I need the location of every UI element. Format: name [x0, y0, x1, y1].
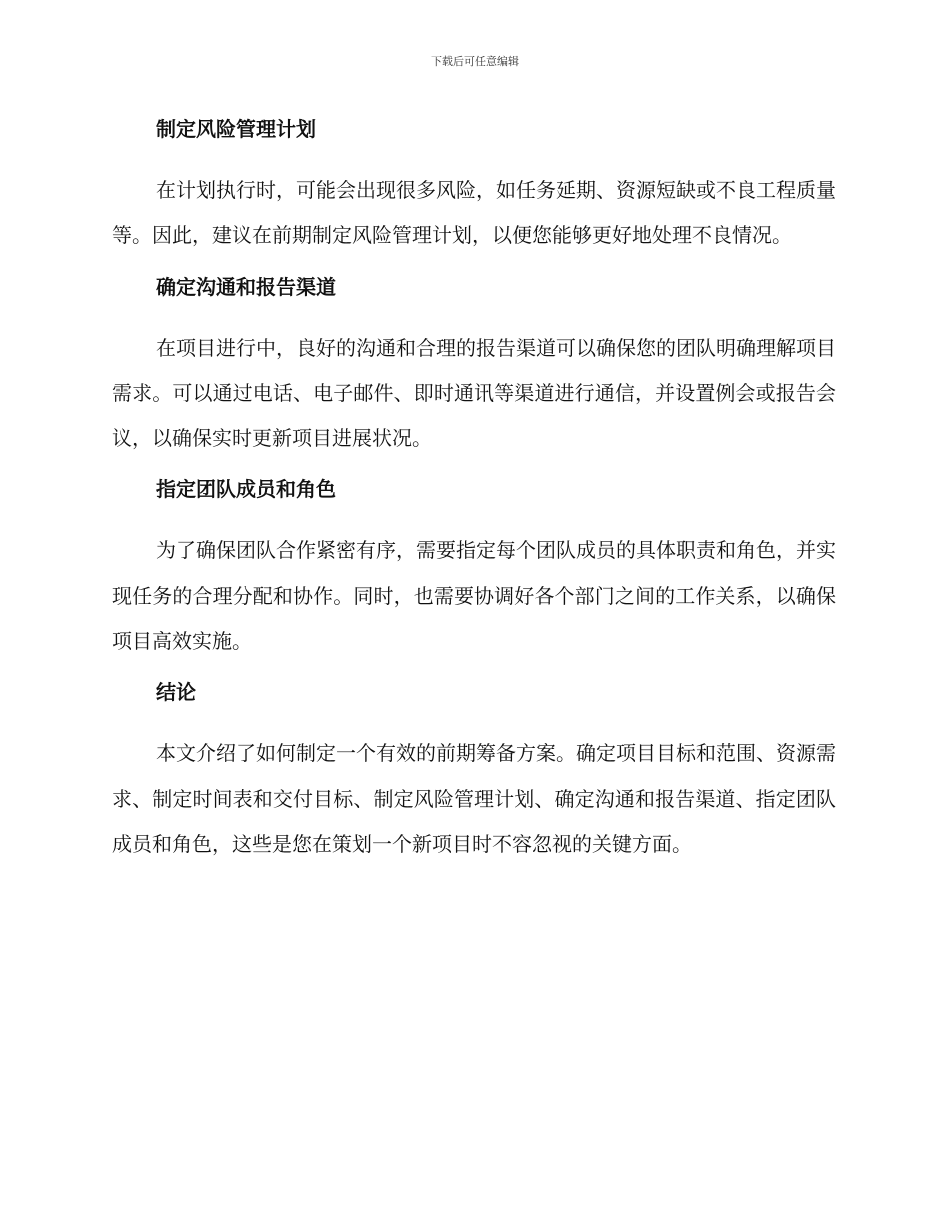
page-header: 下载后可任意编辑 [431, 55, 519, 68]
section-paragraph-team-roles: 为了确保团队合作紧密有序，需要指定每个团队成员的具体职责和角色，并实现任务的合理分配和协作。同时，也需要协调好各个部门之间的工作关系，以确保项目高效实施。 [112, 538, 836, 654]
section-paragraph-risk-plan: 在计划执行时，可能会出现很多风险，如任务延期、资源短缺或不良工程质量等。因此，建议在前期制定风险管理计划，以便您能够更好地处理不良情况。 [112, 178, 836, 248]
section-paragraph-conclusion: 本文介绍了如何制定一个有效的前期筹备方案。确定项目目标和范围、资源需求、制定时间表和交付目标、制定风险管理计划、确定沟通和报告渠道、指定团队成员和角色，这些是您在策划一个新项目时不容忽视的关键方面。 [112, 741, 836, 856]
section-heading-team-roles: 指定团队成员和角色 [156, 477, 336, 502]
section-paragraph-communication: 在项目进行中，良好的沟通和合理的报告渠道可以确保您的团队明确理解项目需求。可以通过电话、电子邮件、即时通讯等渠道进行通信，并设置例会或报告会议，以确保实时更新项目进展状况。 [112, 335, 836, 451]
section-heading-communication: 确定沟通和报告渠道 [156, 274, 336, 299]
section-heading-conclusion: 结论 [156, 680, 196, 705]
document-body [112, 112, 836, 878]
section-heading-risk-plan: 制定风险管理计划 [156, 117, 316, 141]
